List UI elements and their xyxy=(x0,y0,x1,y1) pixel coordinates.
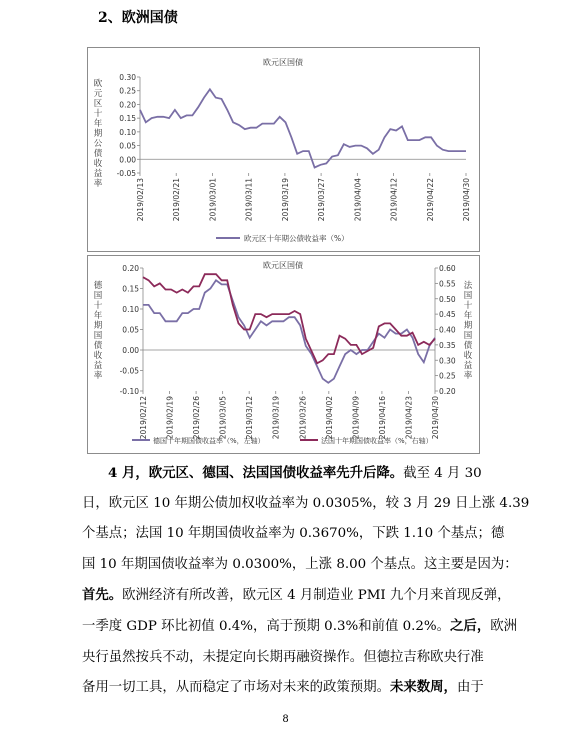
y-tick-label-left: 0.20 xyxy=(122,264,139,273)
series-line-euro-area xyxy=(140,89,466,167)
x-tick-label: 2019/04/23 xyxy=(404,396,414,440)
y-tick-label-left: 0.10 xyxy=(122,305,139,314)
x-tick-label: 2019/02/19 xyxy=(165,396,175,440)
text-segment: 央行虽然按兵不动，未提定向长期再融资操作。但德拉吉称欧央行准 xyxy=(82,650,484,665)
x-tick-label: 2019/03/01 xyxy=(208,178,218,222)
bold-text-segment: 首先。 xyxy=(82,587,123,603)
x-tick-label: 2019/04/30 xyxy=(462,178,471,222)
x-tick-label: 2019/03/19 xyxy=(271,396,281,440)
y-tick-label-right: 0.20 xyxy=(439,387,456,396)
germany-france-yield-chart xyxy=(87,255,480,454)
text-segment: 由于 xyxy=(456,680,484,695)
paragraph-line xyxy=(82,492,529,511)
y-tick-label-left: -0.10 xyxy=(119,387,139,396)
text-segment: 个基点；法国 10 年期国债收益率为 0.3670%，下跌 1.10 个基点；德 xyxy=(82,526,505,541)
x-tick-label: 2019/03/12 xyxy=(245,396,255,440)
y-tick-label-right: 0.55 xyxy=(439,279,456,289)
x-tick-label: 2019/03/11 xyxy=(244,178,254,222)
y-axis-label: 欧元区十年期公债收益率 xyxy=(93,79,103,189)
bold-text-segment: 未来数周， xyxy=(389,679,457,695)
x-tick-label: 2019/02/26 xyxy=(192,396,202,440)
page-number: 8 xyxy=(282,714,289,725)
y-tick-label: 0.00 xyxy=(119,155,136,165)
x-tick-label: 2019/02/12 xyxy=(139,396,148,440)
x-tick-label: 2019/04/22 xyxy=(425,178,435,222)
bold-text-segment: 4 月，欧元区、德国、法国国债收益率先升后降。 xyxy=(108,465,404,481)
paragraph-line xyxy=(82,553,518,572)
y-tick-label: 0.10 xyxy=(119,127,136,137)
text-segment: 备用一切工具，从而稳定了市场对未来的政策预期。 xyxy=(82,680,390,695)
x-tick-label: 2019/04/16 xyxy=(377,396,387,440)
text-segment: 国 10 年期国债收益率为 0.0300%，上涨 8.00 个基点。这主要是因为： xyxy=(82,557,518,572)
x-tick-label: 2019/03/19 xyxy=(280,178,290,222)
x-tick-label: 2019/03/05 xyxy=(218,396,228,440)
y-tick-label-left: 0.05 xyxy=(122,325,139,335)
text-segment: 日，欧元区 10 年期公债加权收益率为 0.0305%，较 3 月 29 日上涨 4.39 xyxy=(82,496,530,511)
legend-label: 欧元区十年期公债收益率（%） xyxy=(244,234,349,243)
x-tick-label: 2019/02/21 xyxy=(172,178,182,222)
bold-text-segment: 之后， xyxy=(450,618,491,634)
y-axis-label-left: 德国十年期国债收益率 xyxy=(93,281,103,381)
germany-france-yield-chart-svg xyxy=(88,256,479,453)
text-segment: 一季度 GDP 环比初值 0.4%，高于预期 0.3%和前值 0.2%。 xyxy=(82,619,451,634)
paragraph-line xyxy=(82,615,517,634)
y-axis-label-right: 法国十年期国债收益率 xyxy=(463,281,473,381)
x-tick-label: 2019/04/04 xyxy=(353,178,363,222)
chart-title: 欧元区国债 xyxy=(263,261,303,270)
text-segment: 截至 4 月 30 xyxy=(403,466,482,481)
y-tick-label-right: 0.45 xyxy=(439,310,456,320)
x-tick-label: 2019/03/26 xyxy=(298,396,308,440)
paragraph-line xyxy=(82,522,504,541)
y-tick-label: 0.15 xyxy=(119,114,136,124)
x-tick-label: 2019/04/30 xyxy=(431,396,440,440)
paragraph-line xyxy=(82,584,511,603)
x-tick-label: 2019/04/02 xyxy=(324,396,334,440)
y-tick-label-left: 0.15 xyxy=(122,284,139,294)
y-tick-label: 0.30 xyxy=(119,73,136,82)
y-tick-label-left: 0.00 xyxy=(122,346,139,355)
y-tick-label-right: 0.60 xyxy=(439,264,456,273)
euro-area-yield-chart xyxy=(87,47,480,252)
series-line-germany xyxy=(143,280,435,383)
y-tick-label-right: 0.50 xyxy=(439,294,456,304)
text-segment: 欧洲经济有所改善，欧元区 4 月制造业 PMI 九个月来首现反弹， xyxy=(122,588,511,603)
x-tick-label: 2019/03/27 xyxy=(317,178,327,222)
y-tick-label-left: -0.05 xyxy=(119,366,139,376)
y-tick-label: 0.25 xyxy=(119,86,136,96)
y-tick-label: 0.20 xyxy=(119,100,136,110)
paragraph-line xyxy=(108,462,482,481)
x-tick-label: 2019/04/09 xyxy=(351,396,361,440)
x-tick-label: 2019/04/12 xyxy=(389,178,399,222)
y-tick-label-right: 0.25 xyxy=(439,371,456,381)
legend-label-germany: 德国十年期国债收益率（%，左轴） xyxy=(153,437,265,445)
y-tick-label: 0.05 xyxy=(119,141,136,151)
y-tick-label-right: 0.30 xyxy=(439,356,456,366)
section-heading: 2、欧洲国债 xyxy=(98,10,178,26)
x-tick-label: 2019/02/13 xyxy=(136,178,145,222)
y-tick-label-right: 0.35 xyxy=(439,340,456,350)
chart-title: 欧元区国债 xyxy=(263,58,303,67)
paragraph-line xyxy=(82,676,484,695)
y-tick-label: -0.05 xyxy=(116,169,136,178)
y-tick-label-right: 0.40 xyxy=(439,325,456,335)
legend-label-france: 法国十年期国债收益率（%，右轴） xyxy=(321,437,433,445)
euro-area-yield-chart-svg xyxy=(88,48,479,251)
text-segment: 欧洲 xyxy=(490,619,517,634)
paragraph-line xyxy=(82,646,484,665)
